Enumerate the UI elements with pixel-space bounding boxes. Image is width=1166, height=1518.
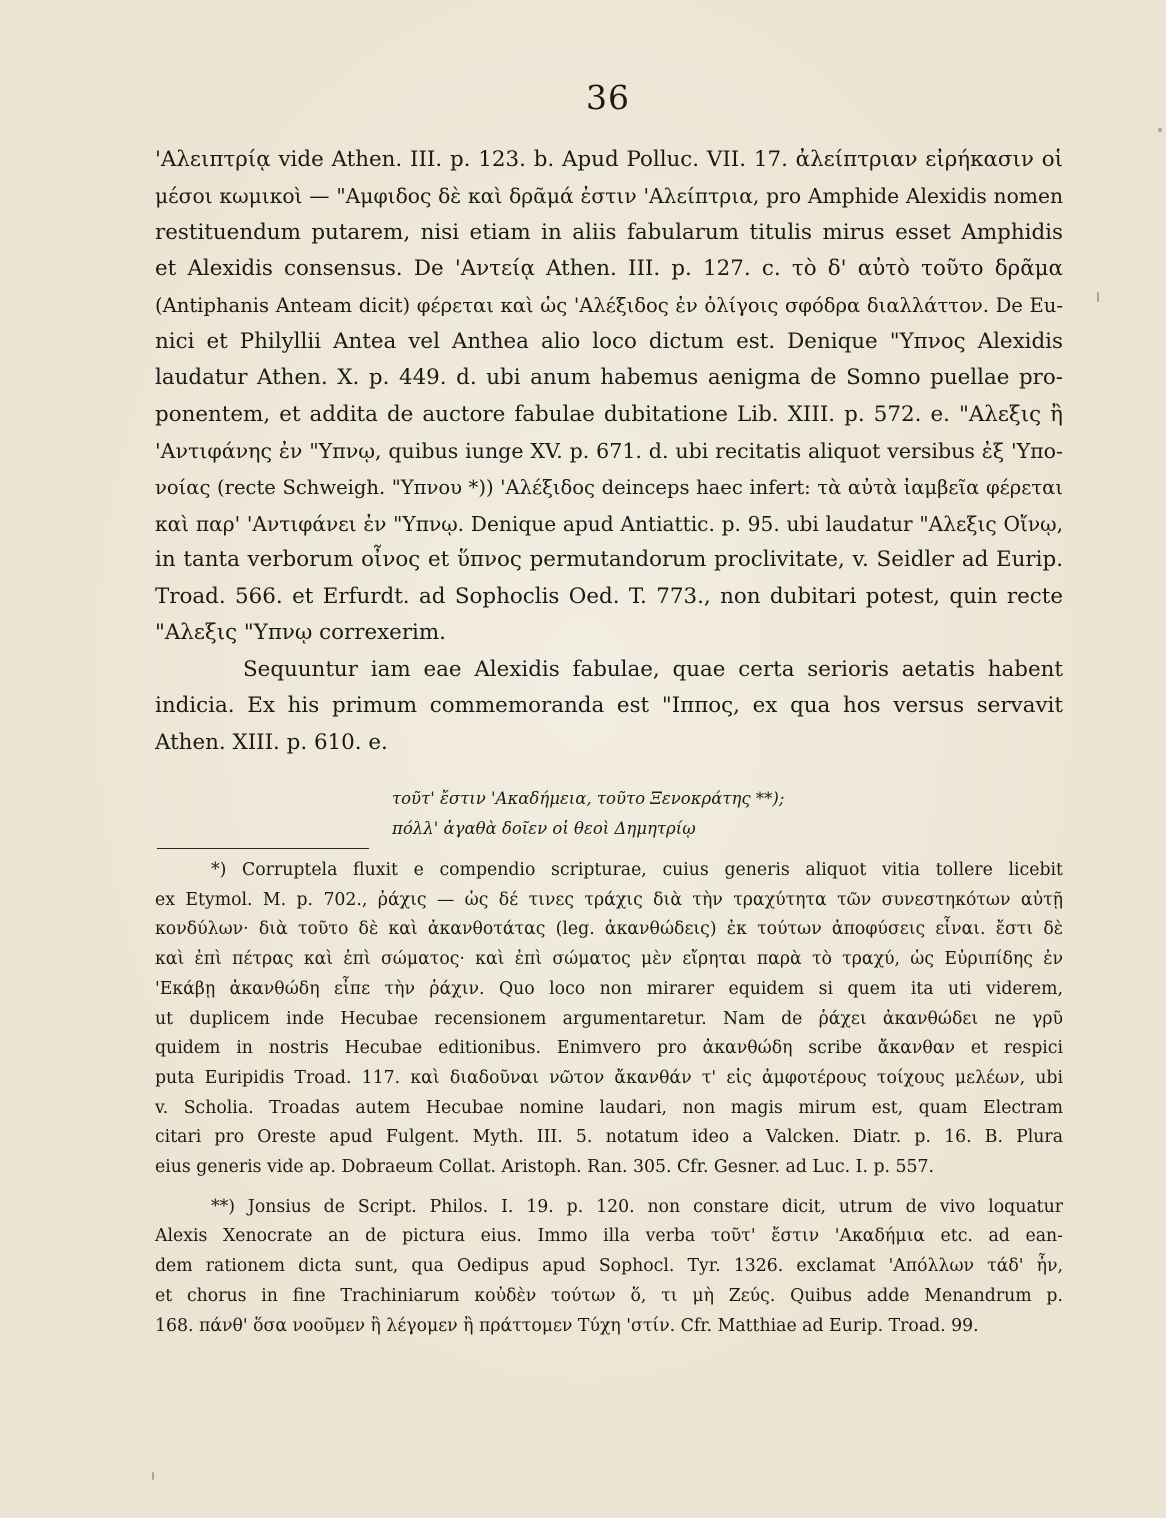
footnote-line: 168. πάνθ' ὅσα νοοῦμεν ἢ λέγομεν ἢ πράττομεν Τύχη 'στίν. Cfr. Matthiae ad Eurip. Troad. 99.: [155, 1315, 979, 1336]
text-line: (Antiphanis Anteam dicit) φέρεται καὶ ὡς 'Αλέξιδος ἐν ὀλίγοις σφόδρα διαλλάττον. De Eu-: [155, 293, 1063, 317]
text-line: 'Αντιφάνης ἐν "Υπνῳ, quibus iunge XV. p. 671. d. ubi recitatis aliquot versibus ἐξ 'Υπο-: [155, 439, 1063, 464]
text-line: Sequuntur iam eae Alexidis fabulae, quae certa serioris aetatis habent: [243, 656, 1063, 682]
paragraph-2: [155, 652, 1063, 761]
text-line: "Αλεξις "Υπνῳ correxerim.: [155, 620, 446, 646]
footnote-2: [155, 1193, 1063, 1342]
paper-speck: [1097, 292, 1099, 302]
paper-speck: [152, 1472, 154, 1480]
footnote-separator: [157, 848, 369, 849]
footnote-line: ex Etymol. M. p. 702., ῥάχις — ὡς δέ τινες τράχις διὰ τὴν τραχύτητα τῶν συνεστηκότων αὐτῇ: [155, 889, 1063, 910]
footnote-line: citari pro Oreste apud Fulgent. Myth. III. 5. notatum ideo a Valcken. Diatr. p. 16. B. Plura: [155, 1127, 1063, 1148]
footnote-line: quidem in nostris Hecubae editionibus. Enimvero pro ἀκανθώδη scribe ἄκανθαν et respici: [155, 1038, 1063, 1059]
footnote-line: Alexis Xenocrate an de pictura eius. Immo illa verba τοῦτ' ἔστιν 'Ακαδήμια etc. ad ean-: [155, 1226, 1063, 1247]
verse-line: πόλλ' ἀγαθὰ δοῖεν οἱ θεοὶ Δημητρίῳ: [392, 819, 696, 838]
footnotes: [155, 856, 1063, 1341]
footnote-line: eius generis vide ap. Dobraeum Collat. Aristoph. Ran. 305. Cfr. Gesner. ad Luc. I. p. 557.: [155, 1157, 935, 1178]
footnote-line: v. Scholia. Troadas autem Hecubae nomine laudari, non magis mirum est, quam Electram: [155, 1097, 1063, 1118]
footnote-line: ut duplicem inde Hecubae recensionem argumentaretur. Nam de ῥάχει ἀκανθώδει ne γρῦ: [155, 1008, 1063, 1029]
footnote-line: καὶ ἐπὶ πέτρας καὶ ἐπὶ σώματος· καὶ ἐπὶ σώματος μὲν εἴρηται παρὰ τὸ τραχύ, ὡς Εὐριπίδης ἐν: [155, 949, 1063, 970]
text-line: et Alexidis consensus. De 'Αντείᾳ Athen. III. p. 127. c. τὸ δ' αὐτὸ τοῦτο δρᾶμα: [155, 256, 1063, 282]
text-line: Athen. XIII. p. 610. e.: [155, 729, 388, 755]
footnote-line: dem rationem dicta sunt, qua Oedipus apud Sophocl. Tyr. 1326. exclamat 'Απόλλων τάδ' ἦν,: [155, 1256, 1063, 1277]
main-text: [155, 142, 1063, 761]
text-line: nici et Philyllii Antea vel Anthea alio loco dictum est. Denique "Υπνος Alexidis: [155, 329, 1063, 355]
footnote-line: et chorus in fine Trachiniarum κοὐδὲν τούτων ὅ, τι μὴ Ζεύς. Quibus adde Menandrum p.: [155, 1285, 1063, 1306]
footnote-line: puta Euripidis Troad. 117. καὶ διαδοῦναι νῶτον ἄκανθάν τ' εἰς ἀμφοτέρους τοίχους μελέων, ubi: [155, 1067, 1063, 1088]
page-number: 36: [586, 78, 630, 117]
text-line: ponentem, et addita de auctore fabulae dubitatione Lib. XIII. p. 572. e. "Αλεξις ἢ: [155, 401, 1063, 427]
text-line: restituendum putarem, nisi etiam in aliis fabularum titulis mirus esset Amphidis: [155, 219, 1063, 245]
footnote-line: **) Jonsius de Script. Philos. I. 19. p. 120. non constare dicit, utrum de vivo loquatur: [211, 1196, 1063, 1217]
verse-quotation: [392, 784, 784, 844]
text-line: laudatur Athen. X. p. 449. d. ubi anum habemus aenigma de Somno puellae pro-: [155, 365, 1063, 391]
text-line: indicia. Ex his primum commemoranda est "Ιππος, ex qua hos versus servavit: [155, 693, 1063, 719]
text-line: Troad. 566. et Erfurdt. ad Sophoclis Oed. T. 773., non dubitari potest, quin recte: [155, 583, 1063, 609]
paper-speck: [1158, 128, 1162, 132]
footnote-line: 'Εκάβῃ ἀκανθώδη εἶπε τὴν ῥάχιν. Quo loco non mirarer equidem si quem ita uti viderem,: [155, 978, 1063, 999]
paragraph-1: [155, 142, 1063, 652]
footnote-1: [155, 856, 1063, 1183]
verse-line: τοῦτ' ἔστιν 'Ακαδήμεια, τοῦτο Ξενοκράτης **);: [392, 789, 785, 808]
footnote-line: κονδύλων· διὰ τοῦτο δὲ καὶ ἀκανθοτάτας (leg. ἀκανθώδεις) ἐκ τούτων ἀποφύσεις εἶναι. ἔστι δὲ: [155, 919, 1063, 940]
text-line: καὶ παρ' 'Αντιφάνει ἐν "Υπνῳ. Denique apud Antiattic. p. 95. ubi laudatur "Αλεξις Οἴνῳ,: [155, 512, 1063, 537]
text-line: 'Αλειπτρίᾳ vide Athen. III. p. 123. b. Apud Polluc. VII. 17. ἀλείπτριαν εἰρήκασιν οἱ: [155, 147, 1063, 172]
text-line: in tanta verborum οἶνος et ὕπνος permutandorum proclivitate, v. Seidler ad Eurip.: [155, 547, 1063, 573]
footnote-line: *) Corruptela fluxit e compendio scripturae, cuius generis aliquot vitia tollere licebit: [211, 860, 1063, 880]
text-line: μέσοι κωμικοὶ — "Αμφιδος δὲ καὶ δρᾶμά ἐστιν 'Αλείπτρια, pro Amphide Alexidis nomen: [155, 184, 1063, 209]
text-line: νοίας (recte Schweigh. "Υπνου *)) 'Αλέξιδος deinceps haec infert: τὰ αὐτὰ ἰαμβεῖα φέρεται: [155, 475, 1063, 499]
